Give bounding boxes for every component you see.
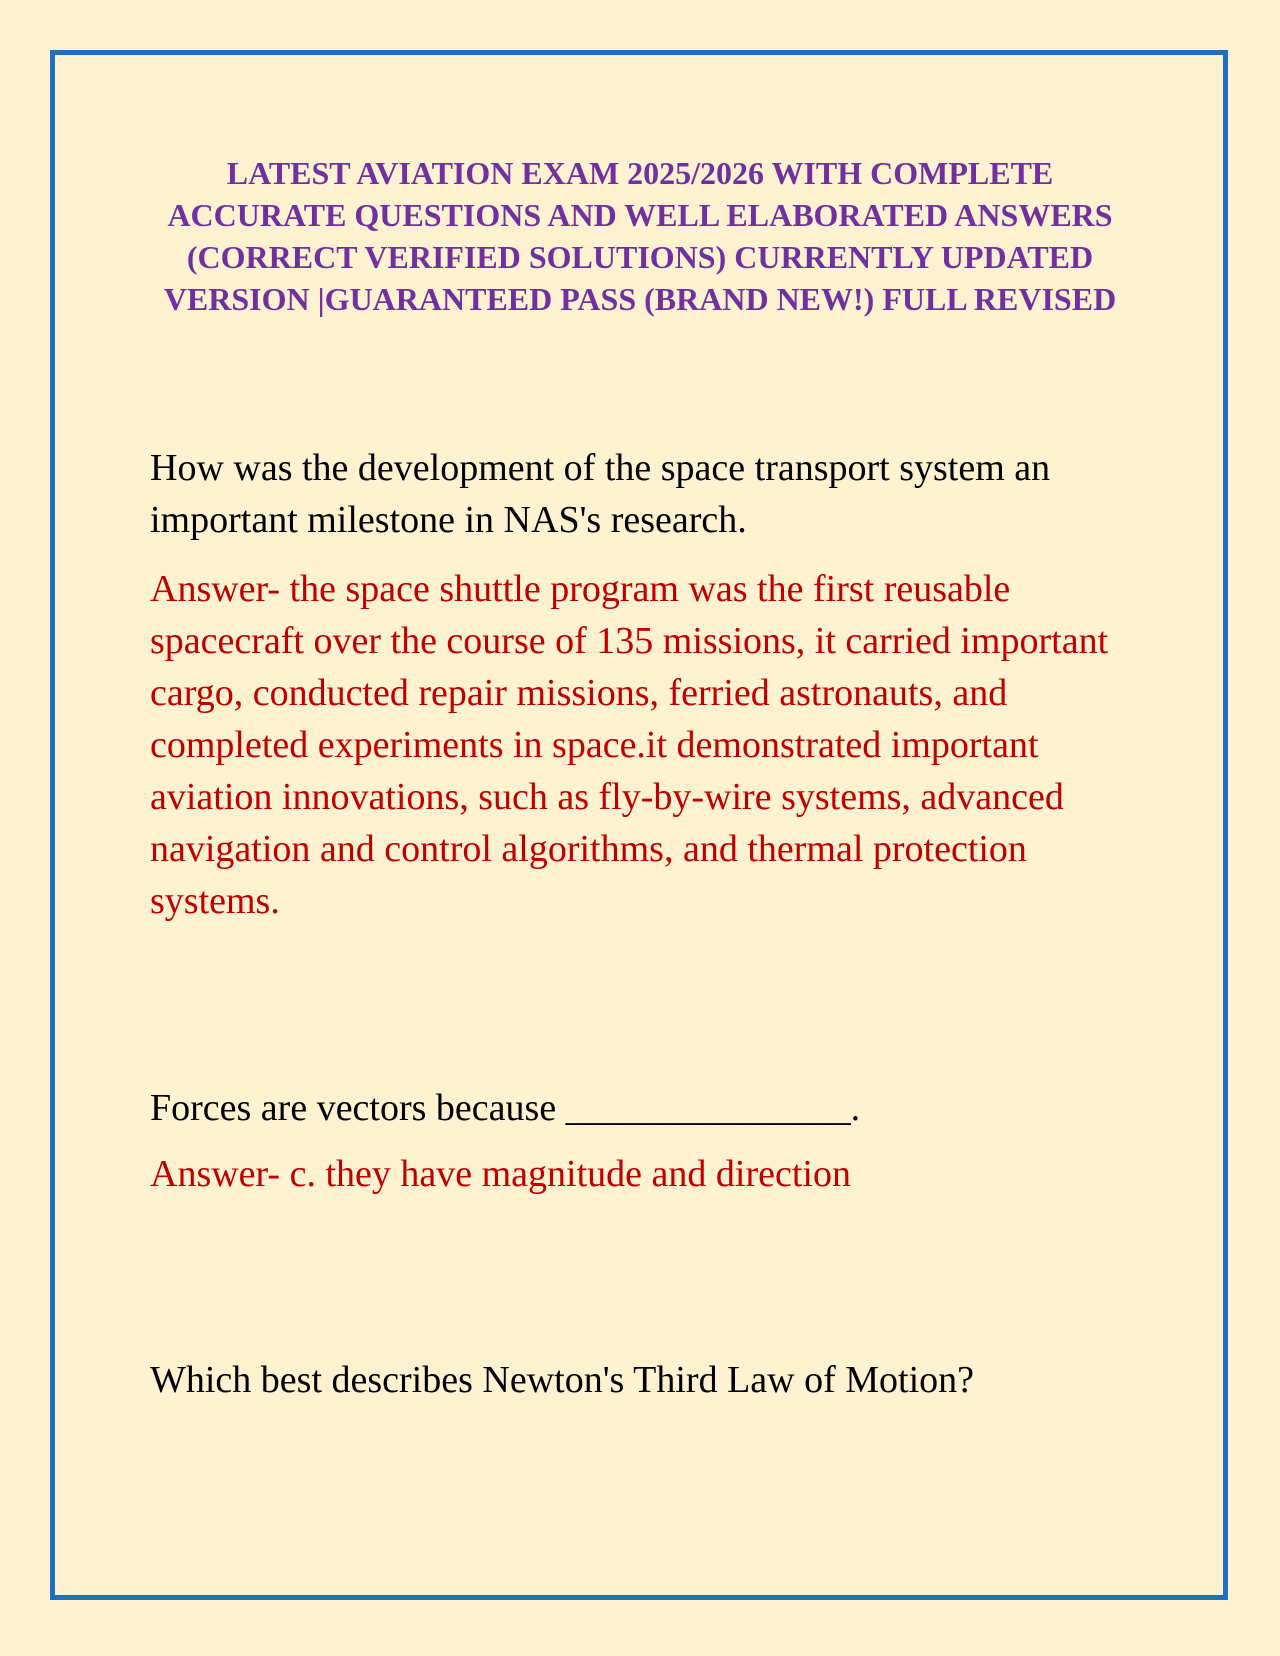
question-2: Forces are vectors because _______________.	[150, 1087, 861, 1129]
answer-2: Answer- c. they have magnitude and direction	[150, 1153, 851, 1195]
question-3: Which best describes Newton's Third Law of Motion?	[150, 1359, 975, 1401]
question-1: How was the development of the space transport system an important milestone in NAS's research.	[150, 447, 1051, 541]
document-title: LATEST AVIATION EXAM 2025/2026 WITH COMPLETE ACCURATE QUESTIONS AND WELL ELABORATED ANSWERS (CORRECT VERIFIED SOLUTIONS) CURRENTLY UPDATED VERSION |GUARANTEED PASS (BRAND NEW!) FULL REVISED	[163, 155, 1117, 317]
answer-1: Answer- the space shuttle program was the first reusable spacecraft over the course of 135 missions, it carried important cargo, conducted repair missions, ferried astronauts, and completed experiments in space.it demonstrated important aviation innovations, such as fly-by-wire systems, advanced navigation and control algorithms, and thermal protection systems.	[150, 568, 1109, 922]
